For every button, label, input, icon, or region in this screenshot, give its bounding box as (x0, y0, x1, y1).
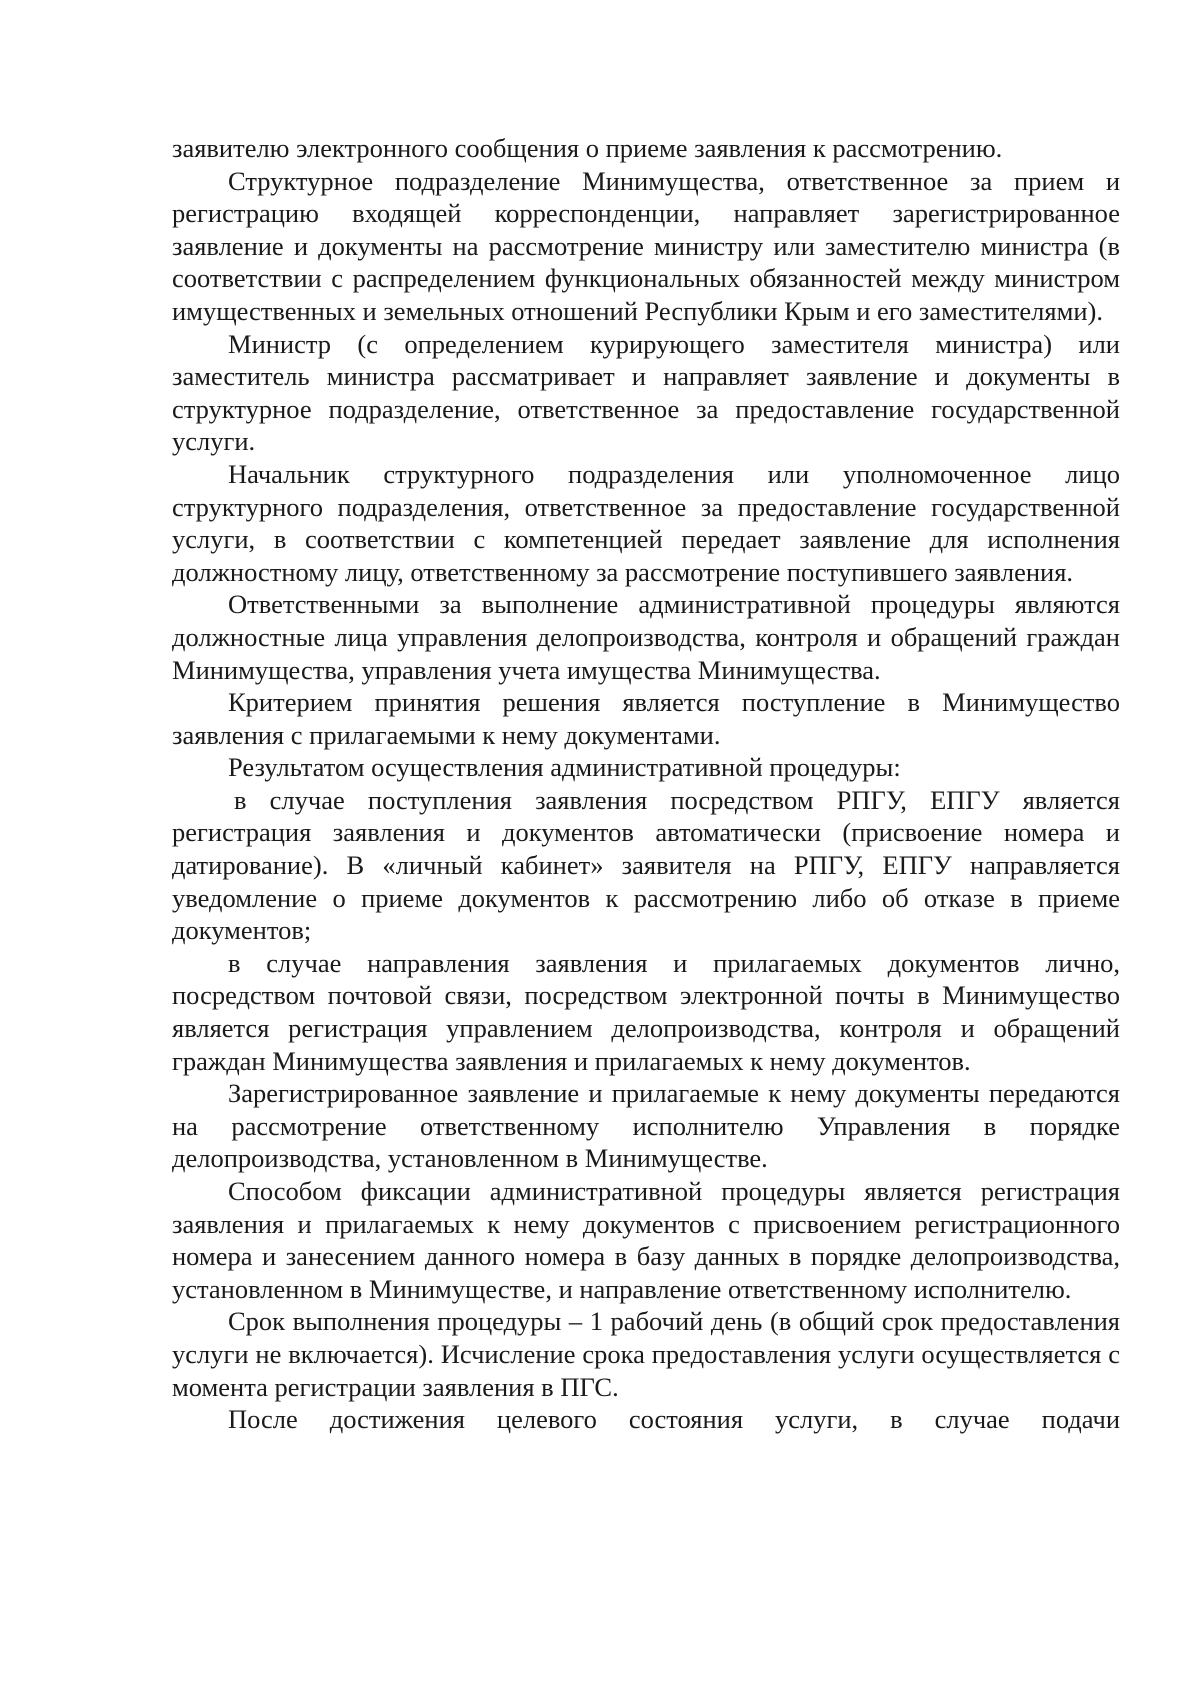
paragraph-target-state: После достижения целевого состояния услуги, в случае подачи (228, 1404, 1120, 1435)
paragraph-personal-submission-case: в случае направления заявления и прилагаемых документов лично, посредством почтовой связи, посредством электронной почты в Минимущество является регистрация управлением делопроизводства, контроля и обращений граждан Минимущества заявления и прилагаемых к нему документов. (172, 947, 1120, 1076)
document-body (172, 132, 1120, 1436)
paragraph-procedure-result: Результатом осуществления административной процедуры: (228, 752, 901, 783)
paragraph-decision-criterion: Критерием принятия решения является поступление в Минимущество заявления с прилагаемыми к нему документами. (172, 687, 1120, 750)
paragraph-responsible-officials: Ответственными за выполнение административной процедуры являются должностные лица управления делопроизводства, контроля и обращений граждан Минимущества, управления учета имущества Минимущества. (172, 589, 1120, 685)
paragraph-fixation-method: Способом фиксации административной процедуры является регистрация заявления и прилагаемых к нему документов с присвоением регистрационного номера и занесением данного номера в базу данных в порядке делопроизводства, установленном в Минимуществе, и направление ответственному исполнителю. (172, 1176, 1120, 1304)
paragraph-rpgu-case: в случае поступления заявления посредством РПГУ, ЕПГУ является регистрация заявления и документов автоматически (присвоение номера и датирование). В «личный кабинет» заявителя на РПГУ, ЕПГУ направляется уведомление о приеме документов к рассмотрению либо об отказе в приеме документов; (172, 784, 1120, 946)
paragraph-registered-application: Зарегистрированное заявление и прилагаемые к нему документы передаются на рассмотрение ответственному исполнителю Управления в порядке делопроизводства, установленном в Минимуществе. (172, 1078, 1120, 1174)
paragraph-minister: Министр (с определением курирующего заместителя министра) или заместитель министра рассматривает и направляет заявление и документы в структурное подразделение, ответственное за предоставление государственной услуги. (172, 328, 1120, 457)
paragraph-structural-unit: Структурное подразделение Минимущества, ответственное за прием и регистрацию входящей корреспонденции, направляет зарегистрированное заявление и документы на рассмотрение министру или заместителю министра (в соответствии с распределением функциональных обязанностей между министром имущественных и земельных отношений Республики Крым и его заместителями). (172, 165, 1120, 326)
paragraph-unit-head: Начальник структурного подразделения или уполномоченное лицо структурного подразделения, ответственное за предоставление государственной услуги, в соответствии с компетенцией передает заявление для исполнения должностному лицу, ответственному за рассмотрение поступившего заявления. (172, 458, 1120, 587)
paragraph-continuation: заявителю электронного сообщения о приеме заявления к рассмотрению. (172, 133, 1003, 163)
paragraph-procedure-term: Срок выполнения процедуры – 1 рабочий день (в общий срок предоставления услуги не включается). Исчисление срока предоставления услуги осуществляется с момента регистрации заявления в ПГС. (172, 1306, 1120, 1402)
